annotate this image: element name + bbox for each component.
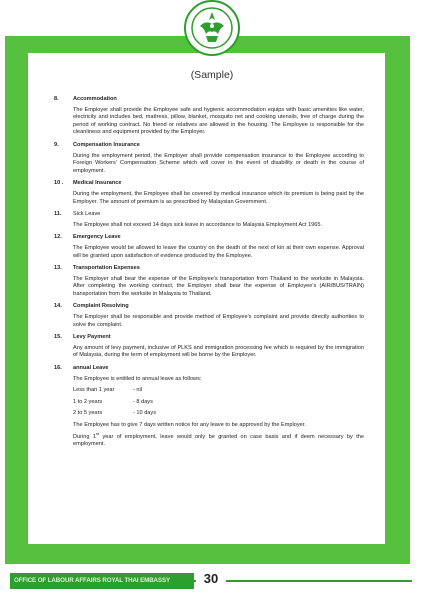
section-text: The Employee shall not exceed 14 days sick leave in accordance to Malaysia Employment Act 1965. (73, 221, 323, 228)
document-body (54, 96, 364, 454)
section-number: 9. (54, 141, 59, 148)
footer-office-name: OFFICE OF LABOUR AFFAIRS ROYAL THAI EMBASSY (14, 577, 171, 584)
leave-row (73, 399, 364, 407)
section-annual-leave (54, 365, 364, 449)
leave-row (73, 387, 364, 395)
section-title: Accommodation (73, 96, 117, 102)
section-number: 15. (54, 334, 62, 341)
section-title: Levy Payment (73, 334, 111, 341)
section-title: Transportation Expenses (73, 265, 140, 272)
section-sick-leave (54, 211, 364, 229)
garuda-emblem-icon (190, 6, 234, 50)
section-title: Complaint Resolving (73, 303, 129, 310)
section-text: The Employer shall bear the expense of the Employee's transportation from Thailand to the worksite in Malaysia. After completing the working contract, the Employer shall bear the expense of Employee's (AIR/BUS/TRAIN) transportation from the worksite in Malaysia to Thailand. (73, 275, 364, 297)
section-number: 8. (54, 96, 59, 102)
note-post: year of employment, leave would only be granted on case basis and if deem necessary by the employment. (73, 433, 364, 448)
section-text: The Employee would be allowed to leave the country on the death of the next of kin at their own expense. Approval will be granted upon satisfaction of evidence produced by the Employee. (73, 244, 364, 259)
leave-row (73, 410, 364, 418)
section-title: annual Leave (73, 365, 109, 372)
leave-days: - 8 days (133, 398, 153, 405)
footer-rule (194, 580, 412, 582)
section-number: 14. (54, 303, 62, 310)
leave-period: Less than 1 year (73, 387, 115, 394)
leave-notice: The Employee has to give 7 days written notice for any leave to be approved by the Employer. (73, 422, 306, 428)
leave-period: 2 to 5 years (73, 410, 103, 417)
section-number: 12. (54, 234, 62, 241)
leave-period: 1 to 2 years (73, 398, 103, 405)
section-title: Sick Leave (73, 211, 101, 218)
section-text: The Employer shall provide the Employee safe and hygienic accommodation equips with basic amenities like water, electricity and includes bed, mattress, pillow, blanket, mosquito net and cooking utensils, free of charge during the period of working contract. No friend or relatives are allowed in the housing. The Employee is responsible for the cleanliness and equipment provided by the Employer. (73, 106, 364, 136)
section-number: 11. (54, 211, 62, 218)
section-text: During the employment, the Employee shall be covered by medical insurance which its premium is being paid by the Employer. The amount of premium is as prescribed by Malaysian Government. (73, 190, 364, 205)
leave-days: - nil (133, 387, 143, 394)
leave-days: - 10 days (133, 410, 157, 417)
section-title: Compensation Insurance (73, 141, 140, 148)
section-medical-insurance (54, 180, 364, 206)
note-pre: During 1 (73, 433, 96, 440)
section-transportation-expenses (54, 265, 364, 298)
footer (0, 573, 424, 589)
section-text: Any amount of levy payment, inclusive of PLKS and immigration processing fee which is required by the immigration of Malaysia, during the term of employment will be borne by the Employer. (73, 344, 364, 359)
section-complaint-resolving (54, 303, 364, 329)
leave-first-year-note (73, 430, 364, 449)
section-number: 13. (54, 265, 62, 272)
section-accommodation (54, 96, 364, 137)
section-title: Medical Insurance (73, 180, 122, 187)
section-emergency-leave (54, 234, 364, 260)
emblem-seal (184, 0, 240, 56)
section-number: 10 . (54, 180, 64, 187)
page-number: 30 (196, 571, 226, 589)
section-title: Emergency Leave (73, 234, 121, 241)
section-text: The Employee is entitled to annual leave as follows: (73, 375, 202, 382)
section-number: 16. (54, 365, 62, 372)
sample-label: (Sample) (190, 69, 234, 81)
note-superscript: st (95, 430, 100, 436)
section-text: During the employment period, the Employer shall provide compensation insurance to the Employee according to Foreign Workers' Compensation Scheme which will cover in the event of disability or death in the course of employment. (73, 152, 364, 174)
section-text: The Employer shall be responsible and provide method of Employee's complaint and provide directly authorities to solve the complaint. (73, 314, 364, 328)
section-levy-payment (54, 334, 364, 360)
section-compensation-insurance (54, 142, 364, 175)
